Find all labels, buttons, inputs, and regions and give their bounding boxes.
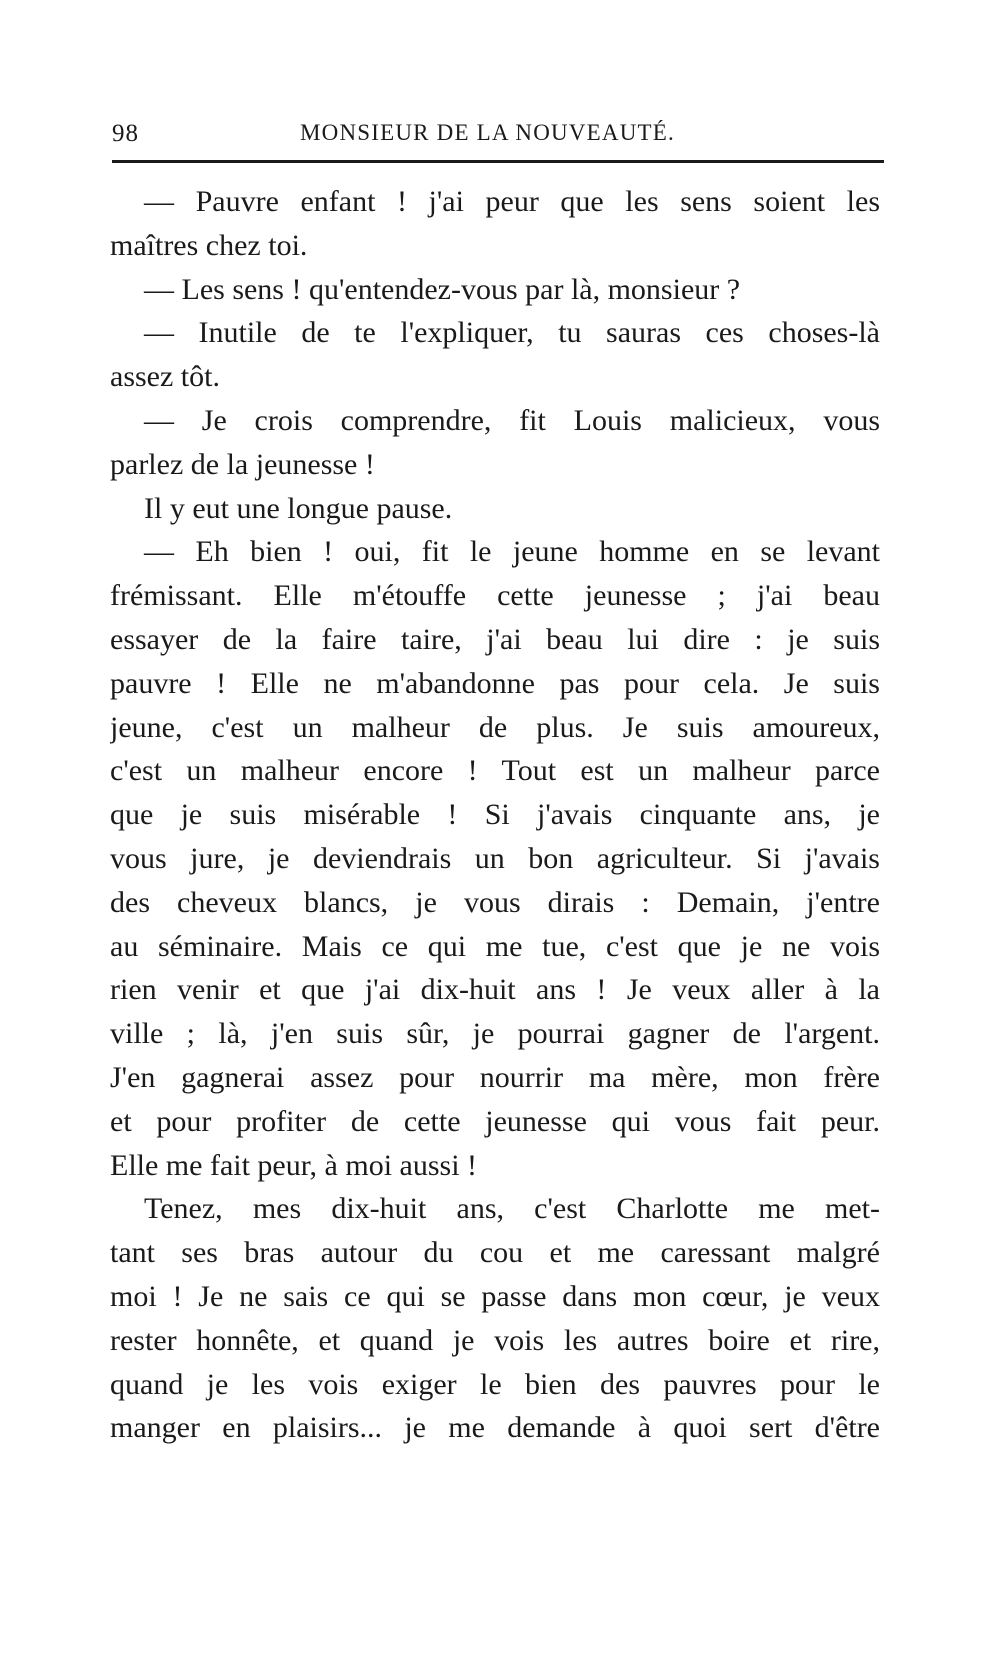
text-line: des cheveux blancs, je vous dirais : Demain, j'entre bbox=[110, 885, 880, 919]
text-line: et pour profiter de cette jeunesse qui vous fait peur. bbox=[110, 1104, 880, 1138]
text-line: J'en gagnerai assez pour nourrir ma mère, mon frère bbox=[110, 1060, 880, 1094]
text-line: frémissant. Elle m'étouffe cette jeunesse ; j'ai beau bbox=[110, 579, 880, 613]
text-line: — Eh bien ! oui, fit le jeune homme en se levant bbox=[144, 535, 880, 569]
text-line: au séminaire. Mais ce qui me tue, c'est que je ne vois bbox=[110, 929, 880, 963]
text-line: quand je les vois exiger le bien des pauvres pour le bbox=[110, 1367, 880, 1401]
text-line: pauvre ! Elle ne m'abandonne pas pour cela. Je suis bbox=[110, 666, 880, 700]
text-line: — Inutile de te l'expliquer, tu sauras ces choses-là bbox=[144, 316, 880, 350]
text-line: Il y eut une longue pause. bbox=[144, 491, 453, 525]
text-line: rien venir et que j'ai dix-huit ans ! Je veux aller à la bbox=[110, 973, 880, 1007]
text-line: Tenez, mes dix-huit ans, c'est Charlotte me met- bbox=[144, 1192, 880, 1226]
text-line: jeune, c'est un malheur de plus. Je suis amoureux, bbox=[110, 710, 880, 744]
text-line: essayer de la faire taire, j'ai beau lui dire : je suis bbox=[110, 622, 880, 656]
body-text bbox=[110, 180, 880, 1450]
text-line: vous jure, je deviendrais un bon agriculteur. Si j'avais bbox=[110, 841, 880, 875]
text-line: — Je crois comprendre, fit Louis malicieux, vous bbox=[144, 403, 880, 437]
text-line: que je suis misérable ! Si j'avais cinquante ans, je bbox=[110, 798, 880, 832]
text-line: c'est un malheur encore ! Tout est un malheur parce bbox=[110, 754, 880, 788]
text-line: Elle me fait peur, à moi aussi ! bbox=[110, 1148, 478, 1182]
running-head bbox=[112, 112, 882, 152]
text-line: — Pauvre enfant ! j'ai peur que les sens soient les bbox=[144, 185, 880, 218]
text-line: assez tôt. bbox=[110, 360, 220, 394]
text-line: maîtres chez toi. bbox=[110, 228, 308, 262]
text-line: tant ses bras autour du cou et me caressant malgré bbox=[110, 1236, 880, 1270]
text-line: parlez de la jeunesse ! bbox=[110, 447, 375, 481]
page-number: 98 bbox=[112, 120, 139, 147]
text-line: manger en plaisirs... je me demande à quoi sert d'être bbox=[110, 1411, 880, 1445]
text-line: moi ! Je ne sais ce qui se passe dans mon cœur, je veux bbox=[110, 1279, 880, 1313]
text-line: ville ; là, j'en suis sûr, je pourrai gagner de l'argent. bbox=[110, 1017, 880, 1051]
running-title: MONSIEUR DE LA NOUVEAUTÉ. bbox=[300, 120, 675, 145]
text-line: — Les sens ! qu'entendez-vous par là, monsieur ? bbox=[144, 272, 741, 306]
text-line: rester honnête, et quand je vois les autres boire et rire, bbox=[110, 1323, 880, 1357]
header-rule bbox=[112, 160, 884, 163]
